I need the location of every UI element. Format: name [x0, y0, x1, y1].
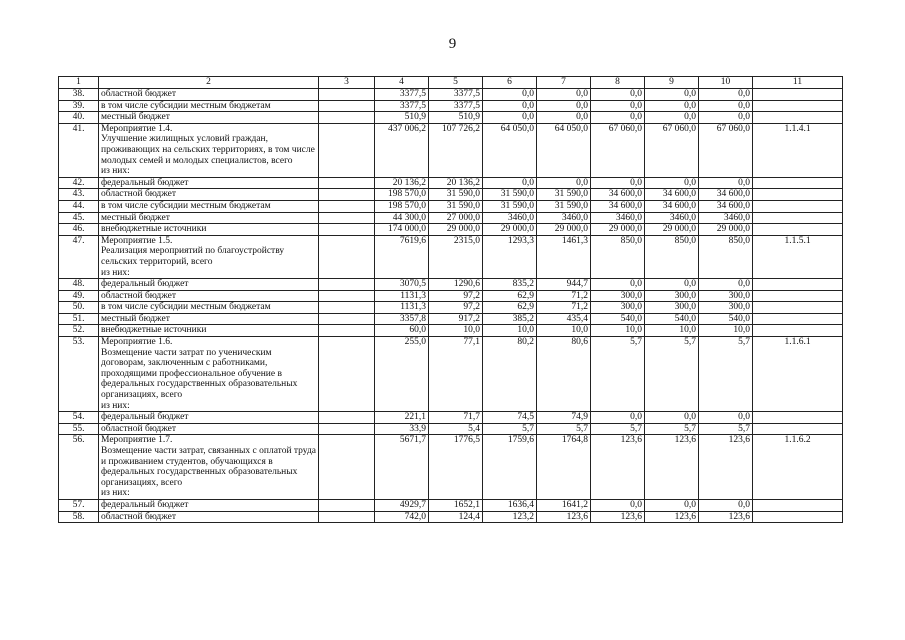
- row-value: 29 000,0: [699, 224, 753, 236]
- row-value: 27 000,0: [429, 212, 483, 224]
- row-description: федеральный бюджет: [99, 412, 319, 424]
- row-value: 0,0: [591, 279, 645, 291]
- row-value: 742,0: [375, 511, 429, 523]
- row-value: 44 300,0: [375, 212, 429, 224]
- row-value: 20 136,2: [375, 177, 429, 189]
- row-value: 1131,3: [375, 302, 429, 314]
- row-value: 850,0: [591, 235, 645, 278]
- row-code: [753, 212, 843, 224]
- row-value: 107 726,2: [429, 123, 483, 177]
- row-value: 174 000,0: [375, 224, 429, 236]
- row-value: 29 000,0: [429, 224, 483, 236]
- row-value: 3377,5: [375, 89, 429, 101]
- row-number: 51.: [59, 313, 99, 325]
- row-value: 1290,6: [429, 279, 483, 291]
- row-value: 1461,3: [537, 235, 591, 278]
- table-row: [59, 224, 843, 236]
- row-value: 31 590,0: [537, 189, 591, 201]
- row-value: 300,0: [699, 290, 753, 302]
- row-value: 29 000,0: [483, 224, 537, 236]
- row-value: 1764,8: [537, 435, 591, 500]
- row-value: 1131,3: [375, 290, 429, 302]
- row-value: 31 590,0: [537, 200, 591, 212]
- row-value: 0,0: [645, 112, 699, 124]
- row-code: [753, 279, 843, 291]
- row-value: 31 590,0: [483, 189, 537, 201]
- column-header: 9: [645, 77, 699, 89]
- table-row: [59, 290, 843, 302]
- row-code: [753, 100, 843, 112]
- row-number: 54.: [59, 412, 99, 424]
- row-col3: [319, 189, 375, 201]
- row-value: 123,6: [699, 511, 753, 523]
- row-value: 10,0: [537, 325, 591, 337]
- row-value: 510,9: [429, 112, 483, 124]
- row-value: 5,7: [591, 423, 645, 435]
- row-value: 435,4: [537, 313, 591, 325]
- row-value: 540,0: [699, 313, 753, 325]
- row-value: 34 600,0: [591, 200, 645, 212]
- row-value: 0,0: [483, 177, 537, 189]
- column-header: 10: [699, 77, 753, 89]
- table-row: [59, 177, 843, 189]
- column-header: 6: [483, 77, 537, 89]
- row-value: 77,1: [429, 337, 483, 412]
- row-number: 42.: [59, 177, 99, 189]
- row-number: 43.: [59, 189, 99, 201]
- table-row: [59, 313, 843, 325]
- row-value: 5,7: [645, 337, 699, 412]
- row-value: 0,0: [699, 412, 753, 424]
- row-description: в том числе субсидии местным бюджетам: [99, 100, 319, 112]
- page-number: 9: [448, 36, 457, 52]
- row-value: 1652,1: [429, 499, 483, 511]
- row-number: 57.: [59, 499, 99, 511]
- row-description: в том числе субсидии местным бюджетам: [99, 302, 319, 314]
- row-description: местный бюджет: [99, 212, 319, 224]
- row-value: 1293,3: [483, 235, 537, 278]
- row-value: 0,0: [699, 177, 753, 189]
- row-value: 10,0: [645, 325, 699, 337]
- row-col3: [319, 302, 375, 314]
- row-value: 198 570,0: [375, 200, 429, 212]
- row-value: 1641,2: [537, 499, 591, 511]
- row-value: 5,7: [591, 337, 645, 412]
- row-description: областной бюджет: [99, 189, 319, 201]
- row-value: 5,4: [429, 423, 483, 435]
- table-row: [59, 235, 843, 278]
- row-number: 47.: [59, 235, 99, 278]
- row-value: 20 136,2: [429, 177, 483, 189]
- row-value: 0,0: [591, 100, 645, 112]
- row-code: 1.1.6.2: [753, 435, 843, 500]
- row-value: 123,6: [591, 435, 645, 500]
- row-value: 10,0: [429, 325, 483, 337]
- row-value: 34 600,0: [591, 189, 645, 201]
- row-value: 5,7: [699, 423, 753, 435]
- row-value: 34 600,0: [645, 200, 699, 212]
- row-value: 29 000,0: [645, 224, 699, 236]
- row-value: 437 006,2: [375, 123, 429, 177]
- row-value: 3460,0: [483, 212, 537, 224]
- row-value: 74,9: [537, 412, 591, 424]
- row-value: 835,2: [483, 279, 537, 291]
- row-col3: [319, 435, 375, 500]
- row-description: Мероприятие 1.5. Реализация мероприятий по благоустройству сельских территорий, всего из них:: [99, 235, 319, 278]
- row-number: 53.: [59, 337, 99, 412]
- table-row: [59, 112, 843, 124]
- table-row: [59, 279, 843, 291]
- row-value: 3070,5: [375, 279, 429, 291]
- row-value: 3460,0: [537, 212, 591, 224]
- column-header: 7: [537, 77, 591, 89]
- table-row: [59, 189, 843, 201]
- row-value: 0,0: [591, 112, 645, 124]
- row-value: 3377,5: [429, 89, 483, 101]
- row-value: 31 590,0: [429, 200, 483, 212]
- row-code: [753, 177, 843, 189]
- row-description: Мероприятие 1.7. Возмещение части затрат, связанных с оплатой труда и проживанием студентов, обучающихся в федеральных государственных образовательных организациях, всего из них:: [99, 435, 319, 500]
- row-value: 0,0: [537, 177, 591, 189]
- row-value: 123,6: [645, 435, 699, 500]
- row-value: 3377,5: [429, 100, 483, 112]
- row-value: 5,7: [483, 423, 537, 435]
- row-value: 33,9: [375, 423, 429, 435]
- row-value: 0,0: [645, 89, 699, 101]
- row-col3: [319, 337, 375, 412]
- row-value: 0,0: [591, 499, 645, 511]
- row-value: 385,2: [483, 313, 537, 325]
- row-number: 49.: [59, 290, 99, 302]
- column-header: 8: [591, 77, 645, 89]
- row-value: 0,0: [645, 279, 699, 291]
- column-header: 5: [429, 77, 483, 89]
- row-value: 5,7: [537, 423, 591, 435]
- row-description: областной бюджет: [99, 89, 319, 101]
- table-header: [59, 77, 843, 89]
- row-value: 71,2: [537, 290, 591, 302]
- row-value: 123,6: [591, 511, 645, 523]
- row-description: местный бюджет: [99, 313, 319, 325]
- row-code: 1.1.6.1: [753, 337, 843, 412]
- row-value: 3460,0: [645, 212, 699, 224]
- column-header: 4: [375, 77, 429, 89]
- table-row: [59, 337, 843, 412]
- row-value: 0,0: [699, 279, 753, 291]
- row-value: 300,0: [645, 302, 699, 314]
- row-code: [753, 325, 843, 337]
- row-col3: [319, 112, 375, 124]
- table-row: [59, 435, 843, 500]
- row-number: 58.: [59, 511, 99, 523]
- row-value: 74,5: [483, 412, 537, 424]
- row-number: 50.: [59, 302, 99, 314]
- row-value: 255,0: [375, 337, 429, 412]
- row-number: 44.: [59, 200, 99, 212]
- table-row: [59, 412, 843, 424]
- row-number: 48.: [59, 279, 99, 291]
- row-col3: [319, 89, 375, 101]
- row-col3: [319, 235, 375, 278]
- row-value: 0,0: [645, 100, 699, 112]
- table-row: [59, 302, 843, 314]
- row-number: 46.: [59, 224, 99, 236]
- row-col3: [319, 177, 375, 189]
- row-value: 67 060,0: [699, 123, 753, 177]
- column-header: 3: [319, 77, 375, 89]
- row-description: местный бюджет: [99, 112, 319, 124]
- row-value: 80,2: [483, 337, 537, 412]
- table-body: [59, 89, 843, 523]
- row-number: 55.: [59, 423, 99, 435]
- row-value: 7619,6: [375, 235, 429, 278]
- row-number: 45.: [59, 212, 99, 224]
- row-value: 1776,5: [429, 435, 483, 500]
- row-col3: [319, 313, 375, 325]
- row-value: 0,0: [645, 412, 699, 424]
- row-value: 60,0: [375, 325, 429, 337]
- row-value: 67 060,0: [645, 123, 699, 177]
- row-value: 944,7: [537, 279, 591, 291]
- row-value: 0,0: [699, 112, 753, 124]
- row-value: 31 590,0: [483, 200, 537, 212]
- row-description: областной бюджет: [99, 511, 319, 523]
- row-value: 0,0: [645, 177, 699, 189]
- row-value: 0,0: [483, 112, 537, 124]
- row-value: 0,0: [699, 100, 753, 112]
- row-description: федеральный бюджет: [99, 279, 319, 291]
- row-value: 0,0: [591, 89, 645, 101]
- table-row: [59, 499, 843, 511]
- row-col3: [319, 290, 375, 302]
- row-value: 5,7: [699, 337, 753, 412]
- row-col3: [319, 325, 375, 337]
- row-number: 39.: [59, 100, 99, 112]
- row-value: 0,0: [537, 89, 591, 101]
- row-code: [753, 224, 843, 236]
- row-value: 0,0: [591, 412, 645, 424]
- row-code: [753, 200, 843, 212]
- row-description: областной бюджет: [99, 290, 319, 302]
- row-description: федеральный бюджет: [99, 177, 319, 189]
- row-description: Мероприятие 1.6. Возмещение части затрат по ученическим договорам, заключенным с работниками, проходящими профессиональное обучение в федеральных государственных образовательных организациях, всего из них:: [99, 337, 319, 412]
- row-col3: [319, 100, 375, 112]
- row-code: [753, 511, 843, 523]
- row-number: 40.: [59, 112, 99, 124]
- row-code: [753, 499, 843, 511]
- row-code: [753, 89, 843, 101]
- row-value: 97,2: [429, 302, 483, 314]
- row-code: [753, 423, 843, 435]
- row-value: 221,1: [375, 412, 429, 424]
- row-value: 123,6: [645, 511, 699, 523]
- row-value: 0,0: [537, 112, 591, 124]
- row-value: 300,0: [591, 302, 645, 314]
- column-header: 1: [59, 77, 99, 89]
- row-number: 38.: [59, 89, 99, 101]
- row-value: 10,0: [483, 325, 537, 337]
- row-number: 52.: [59, 325, 99, 337]
- row-value: 123,6: [699, 435, 753, 500]
- table-row: [59, 511, 843, 523]
- row-code: [753, 290, 843, 302]
- row-value: 850,0: [699, 235, 753, 278]
- row-col3: [319, 123, 375, 177]
- row-value: 4929,7: [375, 499, 429, 511]
- row-value: 2315,0: [429, 235, 483, 278]
- row-value: 10,0: [591, 325, 645, 337]
- row-value: 0,0: [645, 499, 699, 511]
- row-code: [753, 412, 843, 424]
- row-value: 97,2: [429, 290, 483, 302]
- row-value: 850,0: [645, 235, 699, 278]
- row-value: 64 050,0: [537, 123, 591, 177]
- row-description: в том числе субсидии местным бюджетам: [99, 200, 319, 212]
- row-value: 3460,0: [591, 212, 645, 224]
- row-value: 1636,4: [483, 499, 537, 511]
- row-value: 3460,0: [699, 212, 753, 224]
- row-value: 5671,7: [375, 435, 429, 500]
- row-value: 71,2: [537, 302, 591, 314]
- row-col3: [319, 212, 375, 224]
- row-value: 300,0: [699, 302, 753, 314]
- row-value: 34 600,0: [645, 189, 699, 201]
- column-header: 11: [753, 77, 843, 89]
- row-col3: [319, 224, 375, 236]
- table-row: [59, 89, 843, 101]
- row-value: 64 050,0: [483, 123, 537, 177]
- row-value: 1759,6: [483, 435, 537, 500]
- row-value: 300,0: [591, 290, 645, 302]
- row-col3: [319, 279, 375, 291]
- table-row: [59, 325, 843, 337]
- row-col3: [319, 499, 375, 511]
- row-value: 0,0: [537, 100, 591, 112]
- row-value: 0,0: [483, 100, 537, 112]
- row-code: [753, 112, 843, 124]
- row-value: 29 000,0: [591, 224, 645, 236]
- budget-table: [58, 76, 843, 523]
- row-description: областной бюджет: [99, 423, 319, 435]
- row-value: 34 600,0: [699, 189, 753, 201]
- row-value: 123,6: [537, 511, 591, 523]
- row-value: 0,0: [483, 89, 537, 101]
- row-value: 5,7: [645, 423, 699, 435]
- row-value: 31 590,0: [429, 189, 483, 201]
- row-value: 917,2: [429, 313, 483, 325]
- row-value: 124,4: [429, 511, 483, 523]
- row-value: 10,0: [699, 325, 753, 337]
- row-col3: [319, 200, 375, 212]
- row-description: внебюджетные источники: [99, 325, 319, 337]
- row-description: Мероприятие 1.4. Улучшение жилищных условий граждан, проживающих на сельских территориях, в том числе молодых семей и молодых специалистов, всего из них:: [99, 123, 319, 177]
- row-value: 67 060,0: [591, 123, 645, 177]
- row-value: 510,9: [375, 112, 429, 124]
- table-row: [59, 200, 843, 212]
- row-code: [753, 313, 843, 325]
- table-row: [59, 123, 843, 177]
- table-row: [59, 100, 843, 112]
- row-value: 0,0: [699, 89, 753, 101]
- row-value: 71,7: [429, 412, 483, 424]
- row-value: 3377,5: [375, 100, 429, 112]
- row-value: 300,0: [645, 290, 699, 302]
- row-value: 540,0: [591, 313, 645, 325]
- row-description: федеральный бюджет: [99, 499, 319, 511]
- row-col3: [319, 511, 375, 523]
- table-row: [59, 212, 843, 224]
- row-number: 41.: [59, 123, 99, 177]
- row-col3: [319, 412, 375, 424]
- row-code: [753, 189, 843, 201]
- row-value: 62,9: [483, 302, 537, 314]
- row-code: 1.1.4.1: [753, 123, 843, 177]
- row-value: 29 000,0: [537, 224, 591, 236]
- row-value: 0,0: [591, 177, 645, 189]
- row-code: 1.1.5.1: [753, 235, 843, 278]
- row-col3: [319, 423, 375, 435]
- row-number: 56.: [59, 435, 99, 500]
- row-value: 123,2: [483, 511, 537, 523]
- row-value: 0,0: [699, 499, 753, 511]
- column-header: 2: [99, 77, 319, 89]
- row-value: 62,9: [483, 290, 537, 302]
- row-value: 540,0: [645, 313, 699, 325]
- row-value: 34 600,0: [699, 200, 753, 212]
- row-value: 3357,8: [375, 313, 429, 325]
- row-value: 80,6: [537, 337, 591, 412]
- row-code: [753, 302, 843, 314]
- row-description: внебюджетные источники: [99, 224, 319, 236]
- row-value: 198 570,0: [375, 189, 429, 201]
- table-row: [59, 423, 843, 435]
